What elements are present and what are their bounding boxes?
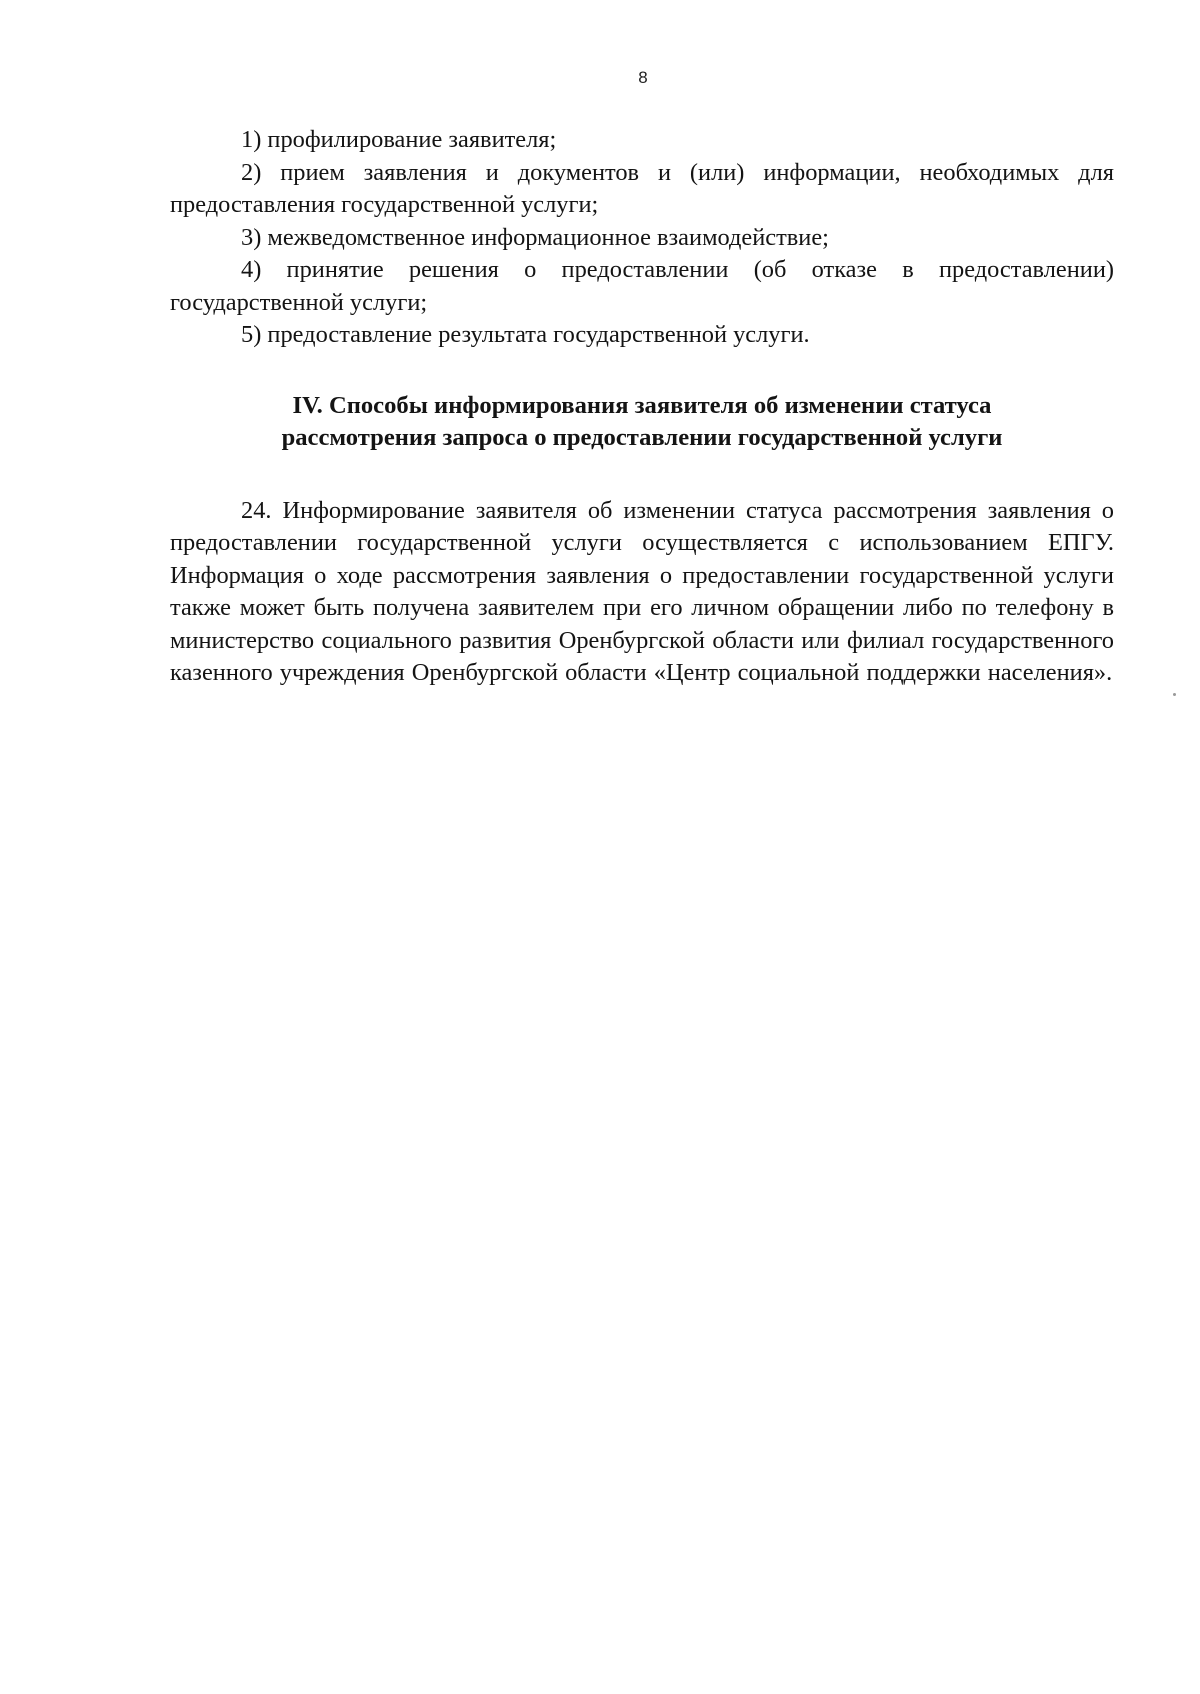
list-item-application-intake: 2) прием заявления и документов и (или) информации, необходимых для предоставления государственной услуги;	[170, 158, 1114, 218]
section-heading	[170, 390, 1114, 455]
list-item-interagency-interaction: 3) межведомственное информационное взаимодействие;	[241, 223, 829, 251]
page-content	[170, 124, 1114, 690]
list-item-decision: 4) принятие решения о предоставлении (об отказе в предоставлении) государственной услуги;	[170, 256, 1114, 316]
section-heading-line-1: IV. Способы информирования заявителя об изменении статуса	[292, 391, 992, 419]
list-item-profiling: 1) профилирование заявителя;	[241, 126, 557, 153]
scan-dot-mark	[1173, 693, 1176, 696]
list-item-result-delivery: 5) предоставление результата государственной услуги.	[241, 321, 810, 348]
page-number: 8	[638, 68, 648, 87]
paragraph-24: 24. Информирование заявителя об изменении статуса рассмотрения заявления о предоставлении государственной услуги осуществляется с использованием ЕПГУ. Информация о ходе рассмотрения заявления о предоставлении государственной услуги также может быть получена заявителем при его личном обращении либо по телефону в министерство социального развития Оренбургской области или филиал государственного казенного учреждения Оренбургской области «Центр социальной поддержки населения».	[170, 496, 1114, 686]
section-heading-line-2: рассмотрения запроса о предоставлении государственной услуги	[281, 424, 1003, 451]
